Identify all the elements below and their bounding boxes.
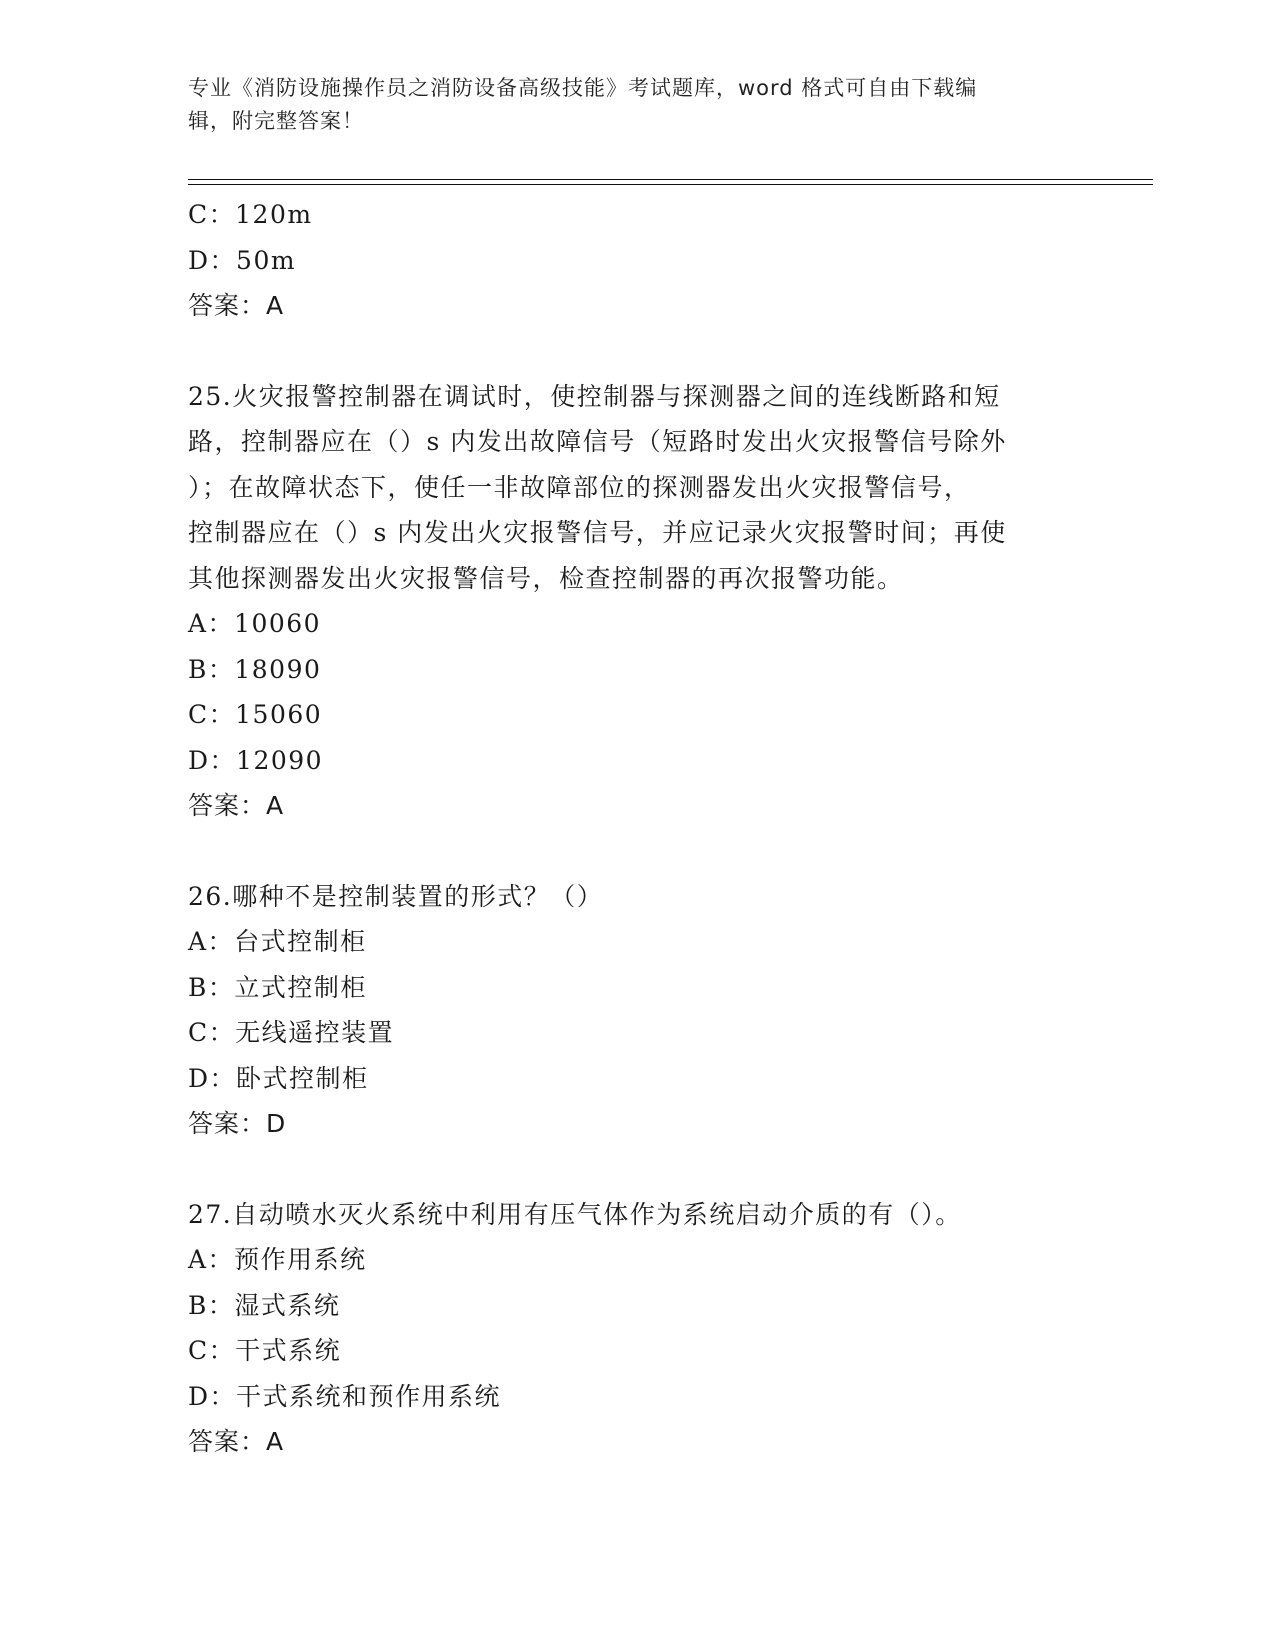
answer-line: 答案：A (188, 791, 285, 820)
option-d: D：卧式控制柜 (188, 1063, 369, 1093)
question-26 (188, 874, 1088, 1147)
option-a: A：台式控制柜 (188, 927, 367, 956)
question-stem (188, 1192, 1088, 1238)
option-c: C：15060 (188, 700, 323, 729)
stem-line: 控制器应在（）s 内发出火灾报警信号，并应记录火灾报警时间；再使 (188, 518, 1007, 547)
answer-line: 答案：A (188, 291, 285, 320)
question-27 (188, 1192, 1088, 1465)
question-stem (188, 874, 1088, 920)
option-c: C：120m (188, 200, 313, 229)
question-25 (188, 374, 1088, 829)
option-b: B：湿式系统 (188, 1290, 341, 1320)
option-a: A：预作用系统 (188, 1245, 367, 1274)
option-c: C：干式系统 (188, 1336, 342, 1365)
answer-line: 答案：A (188, 1427, 285, 1456)
stem-line: ）；在故障状态下，使任一非故障部位的探测器发出火灾报警信号， (188, 472, 971, 502)
header-line-1: 专业《消防设施操作员之消防设备高级技能》考试题库，word 格式可自由下载编 (188, 76, 978, 100)
option-a: A：10060 (188, 609, 322, 638)
header-line-2: 辑，附完整答案！ (188, 109, 364, 133)
stem-line: 25.火灾报警控制器在调试时，使控制器与探测器之间的连线断路和短 (188, 381, 1001, 411)
header-divider-bottom (188, 184, 1153, 185)
option-c: C：无线遥控装置 (188, 1018, 395, 1047)
option-d: D：12090 (188, 745, 324, 775)
option-d: D：干式系统和预作用系统 (188, 1381, 502, 1411)
answer-line: 答案：D (188, 1109, 287, 1138)
question-stem (188, 374, 1088, 602)
previous-question-tail (188, 192, 1088, 329)
option-b: B：18090 (188, 654, 322, 684)
stem-line: 路，控制器应在（）s 内发出故障信号（短路时发出火灾报警信号除外 (188, 427, 1007, 456)
stem-line: 其他探测器发出火灾报警信号，检查控制器的再次报警功能。 (188, 563, 904, 593)
stem-line: 26.哪种不是控制装置的形式？（） (188, 881, 604, 911)
stem-line: 27.自动喷水灭火系统中利用有压气体作为系统启动介质的有（）。 (188, 1199, 962, 1229)
option-d: D：50m (188, 245, 297, 275)
question-content (188, 192, 1088, 1465)
document-header (188, 72, 1068, 138)
option-b: B：立式控制柜 (188, 972, 367, 1002)
header-divider-top (188, 179, 1153, 180)
